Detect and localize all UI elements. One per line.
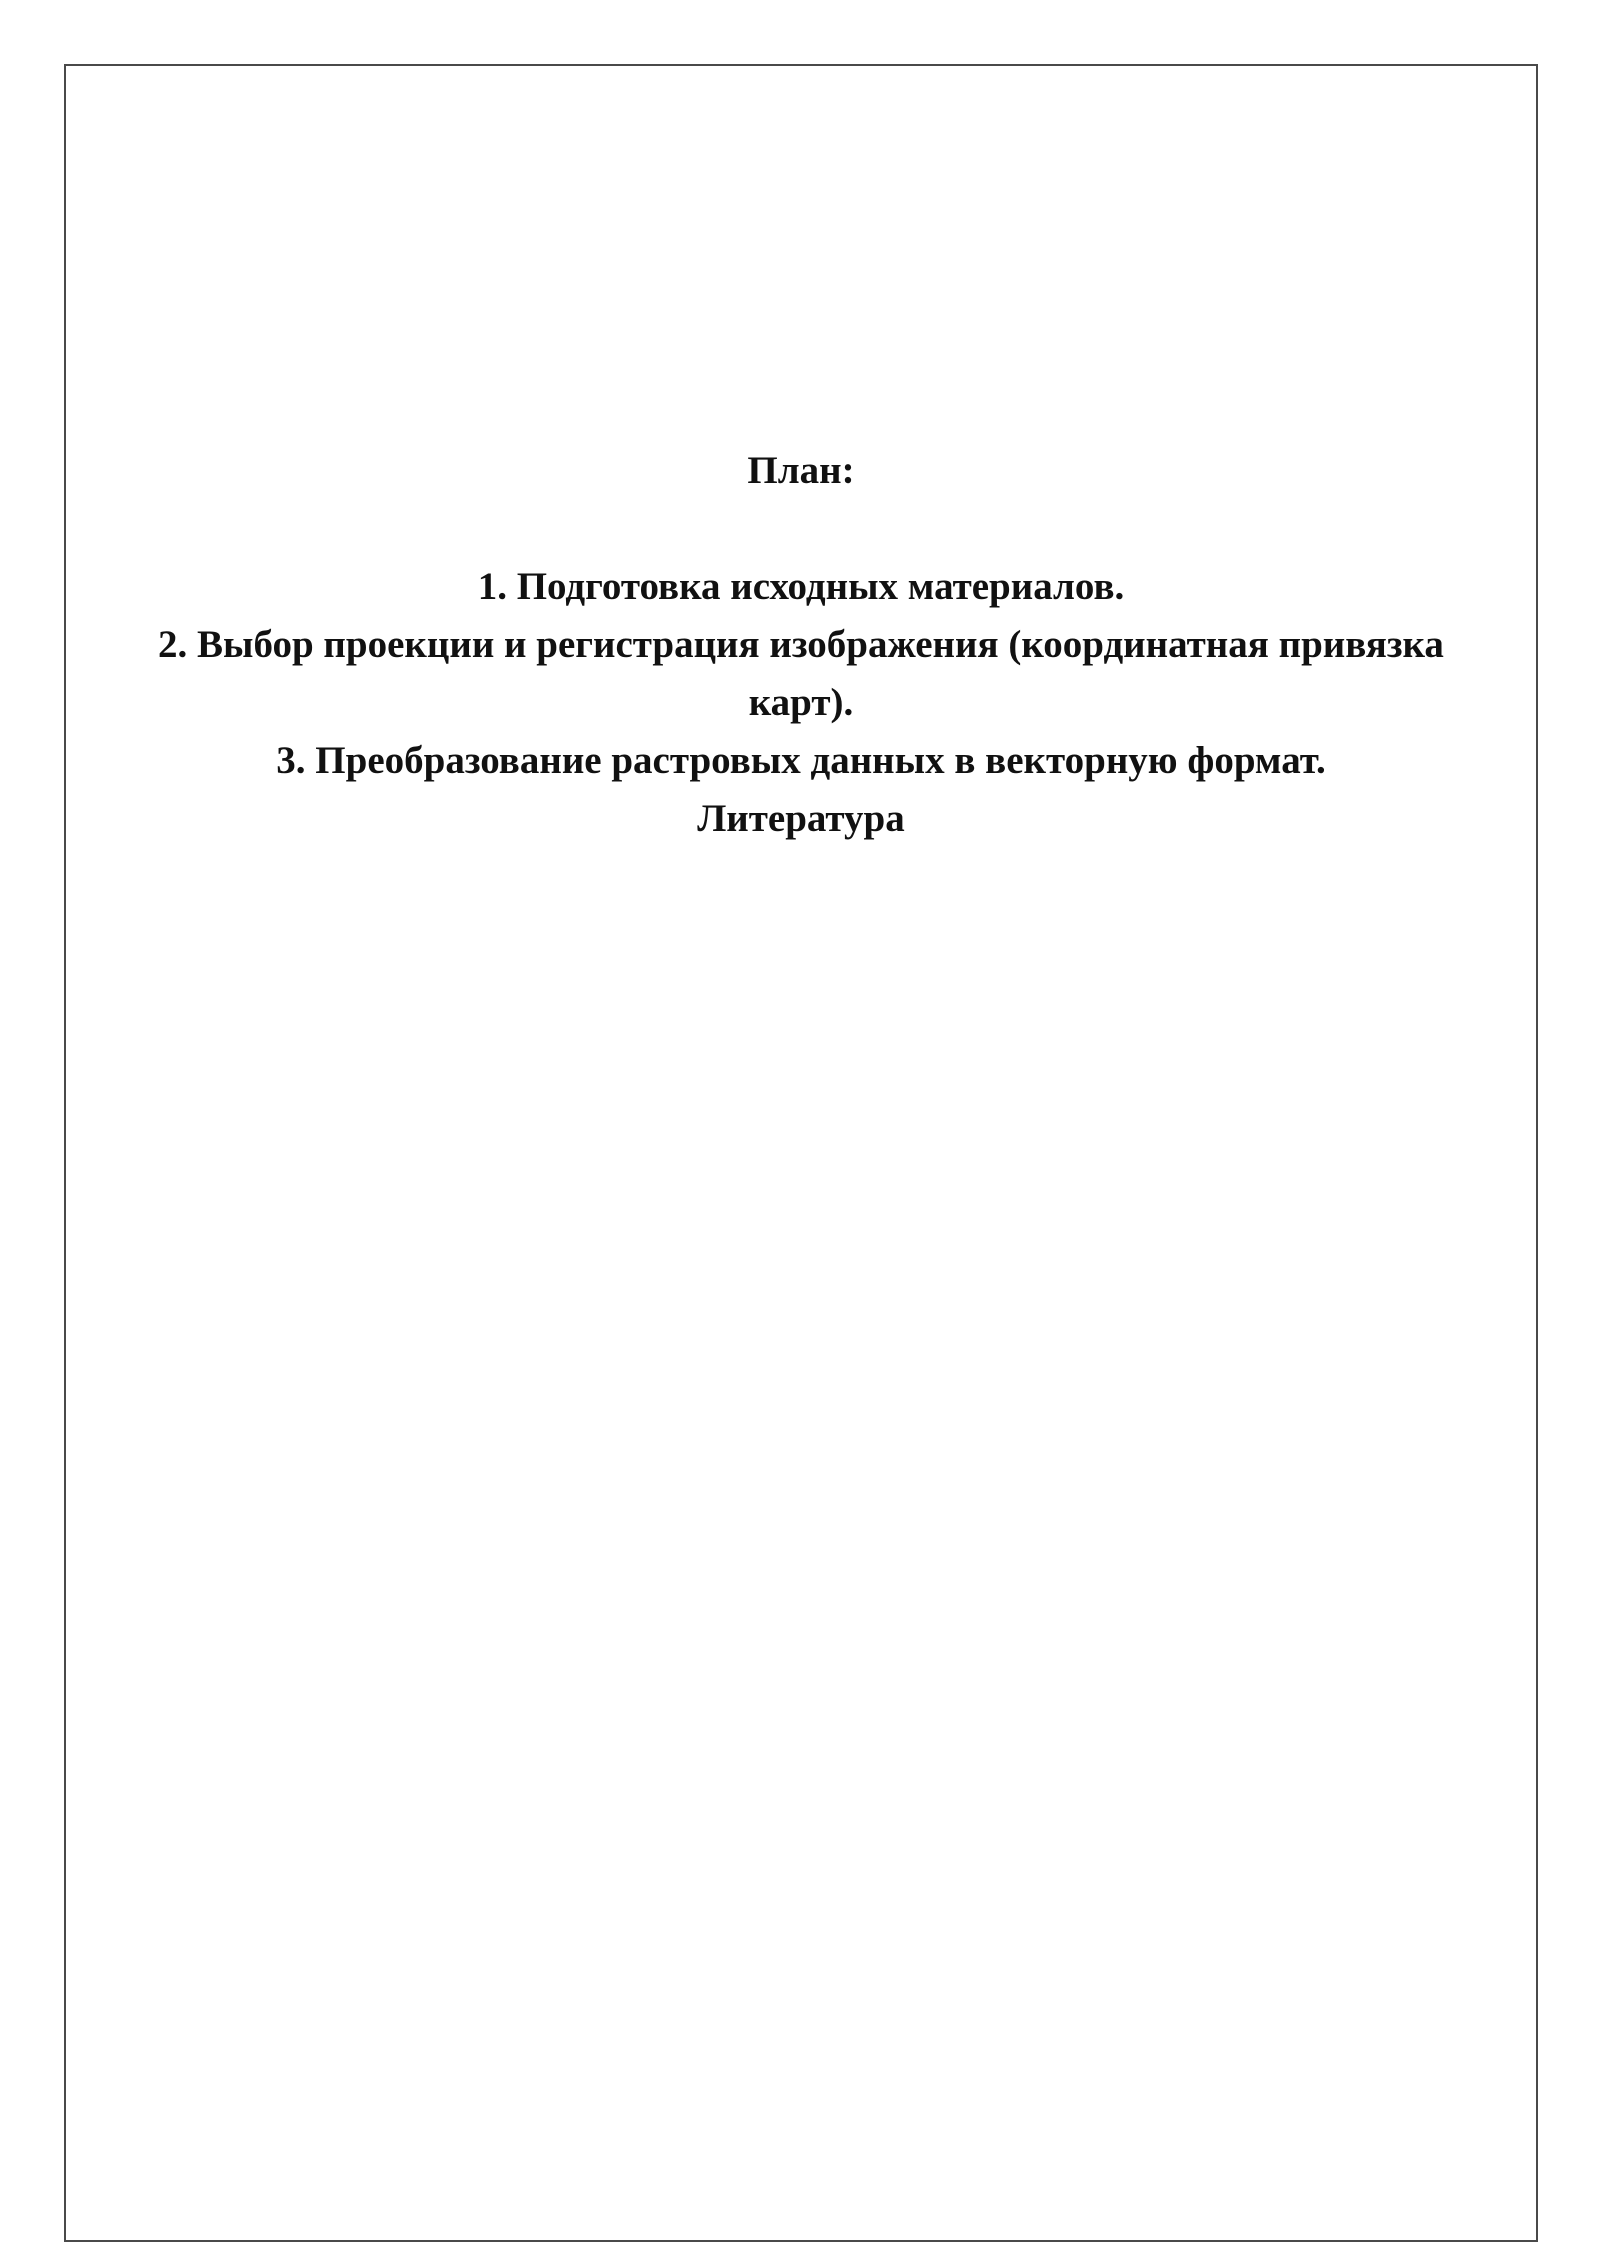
- plan-item-literature: Литература: [697, 797, 905, 840]
- plan-heading: План:: [747, 449, 855, 492]
- page-frame: [64, 64, 1538, 2242]
- plan-item-1: 1. Подготовка исходных материалов.: [477, 565, 1125, 608]
- plan-item-2: 2. Выбор проекции и регистрация изображения (координатная привязка карт).: [158, 623, 1444, 724]
- spacer: [66, 500, 1536, 558]
- plan-list: [141, 558, 1461, 848]
- plan-item-3: 3. Преобразование растровых данных в векторную формат.: [276, 739, 1326, 782]
- plan-content: [66, 442, 1536, 848]
